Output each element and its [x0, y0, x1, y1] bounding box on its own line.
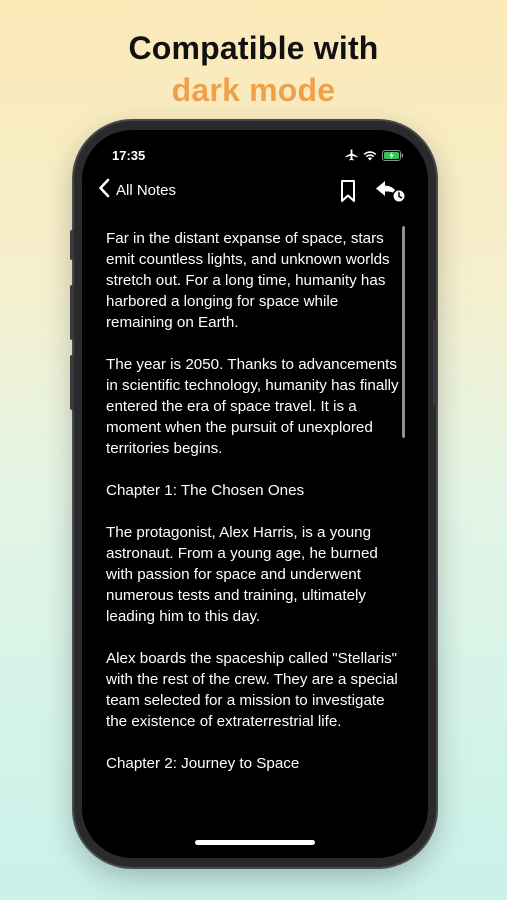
home-indicator[interactable] [195, 840, 315, 845]
promo-subheadline: dark mode [171, 72, 336, 108]
navigation-bar [82, 176, 428, 208]
back-button-label: All Notes [116, 182, 177, 199]
battery-charging-icon [382, 149, 404, 164]
bookmark-icon [336, 178, 360, 209]
bookmark-button[interactable] [336, 178, 360, 204]
note-paragraph: The year is 2050. Thanks to advancements in scientific technology, humanity has finally entered the era of space travel. It is a moment when the pursuit of unexplored territories begins. [106, 356, 399, 457]
scrollbar[interactable] [402, 226, 405, 438]
phone-screen [82, 130, 428, 858]
phone-side-button [70, 230, 74, 260]
promo-headline: Compatible with [128, 30, 379, 66]
wifi-icon [363, 149, 377, 164]
chevron-left-icon [98, 178, 110, 203]
undo-history-button[interactable] [374, 178, 408, 204]
note-paragraph: Chapter 1: The Chosen Ones [106, 482, 305, 499]
phone-volume-up [70, 285, 74, 340]
status-time: 17:35 [112, 148, 146, 163]
note-content[interactable] [106, 228, 402, 828]
note-paragraph: Alex boards the spaceship called "Stellaris" with the rest of the crew. They are a special team selected for a mission to investigate the existence of extraterrestrial life. [106, 650, 398, 730]
back-button[interactable] [98, 178, 176, 203]
note-paragraph: Far in the distant expanse of space, stars emit countless lights, and unknown worlds stretch out. For a long time, humanity has harbored a longing for space while remaining on Earth. [106, 230, 390, 331]
phone-volume-down [70, 355, 74, 410]
status-bar [82, 148, 428, 168]
undo-history-icon [374, 178, 408, 209]
note-paragraph: The protagonist, Alex Harris, is a young astronaut. From a young age, he burned with passion for space and underwent numerous tests and training, ultimately leading him to this day. [106, 524, 378, 625]
status-icons [345, 149, 404, 164]
airplane-icon [345, 149, 358, 164]
phone-power-button [433, 320, 437, 405]
note-paragraph: Chapter 2: Journey to Space [106, 755, 300, 772]
